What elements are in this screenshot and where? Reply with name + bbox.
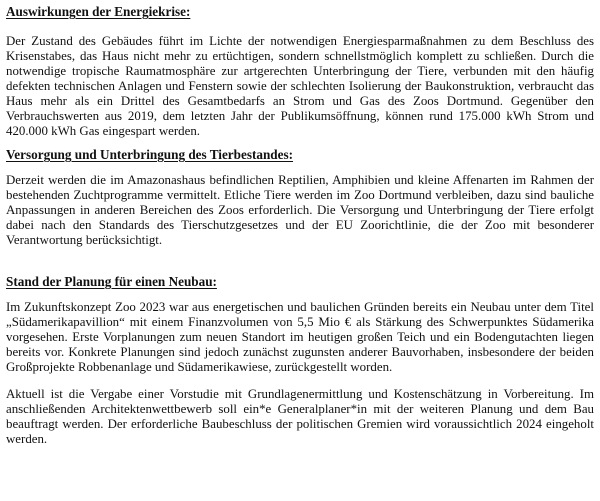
document-page	[6, 4, 594, 447]
section-heading-energiekrise: Auswirkungen der Energiekrise:	[6, 4, 191, 19]
section-heading-planung: Stand der Planung für einen Neubau:	[6, 274, 217, 289]
paragraph-planung-1: Im Zukunftskonzept Zoo 2023 war aus energetischen und baulichen Gründen bereits ein Neubau unter dem Titel „Südamerikapavillion“ mit einem Finanzvolumen von 5,5 Mio € als Stärkung des Schwerpunktes Südamerika vorgesehen. Erste Vorplanungen zum neuen Standort im heutigen großen Teich und ein Bodengutachten liegen bereits vor. Konkrete Planungen sind jedoch zunächst zugunsten anderer Bauvorhaben, insbesondere der beiden Großprojekte Robbenanlage und Südamerikawiese, zurückgestellt worden.	[6, 300, 594, 374]
paragraph-planung-2: Aktuell ist die Vergabe einer Vorstudie mit Grundlagenermittlung und Kostenschätzung in Vorbereitung. Im anschließenden Architektenwettbewerb soll ein*e Generalplaner*in mit der weiteren Planung und dem Bau beauftragt werden. Der erforderliche Baubeschluss der politischen Gremien wird voraussichtlich 2024 eingeholt werden.	[6, 387, 594, 446]
paragraph-tierbestand: Derzeit werden die im Amazonashaus befindlichen Reptilien, Amphibien und kleine Affenarten im Rahmen der bestehenden Zuchtprogramme vermittelt. Etliche Tiere werden im Zoo Dortmund verbleiben, dazu sind bauliche Anpassungen in anderen Bereichen des Zoos erforderlich. Die Versorgung und Unterbringung der Tiere erfolgt dabei nach den Standards des Tierschutzgesetzes und der EU Zoorichtlinie, die der Zoo mit besonderer Verantwortung berücksichtigt.	[6, 173, 594, 247]
section-heading-tierbestand: Versorgung und Unterbringung des Tierbestandes:	[6, 147, 294, 162]
paragraph-energiekrise: Der Zustand des Gebäudes führt im Lichte der notwendigen Energiesparmaßnahmen zu dem Beschluss des Krisenstabes, das Haus nicht mehr zu ertüchtigen, sondern schnellstmöglich komplett zu schließen. Durch die notwendige tropische Raumatmosphäre zur artgerechten Unterbringung der Tiere, verbunden mit den häufig defekten technischen Anlagen und Fenstern sowie der schlechten Isolierung der Baukonstruktion, verbraucht das Haus mehr als ein Drittel des Gesamtbedarfs an Strom und Gas des Zoos Dortmund. Gegenüber den Verbrauchswerten aus 2019, dem letzten Jahr der Publikumsöffnung, können rund 175.000 kWh Strom und 420.000 kWh Gas eingespart werden.	[6, 34, 594, 138]
